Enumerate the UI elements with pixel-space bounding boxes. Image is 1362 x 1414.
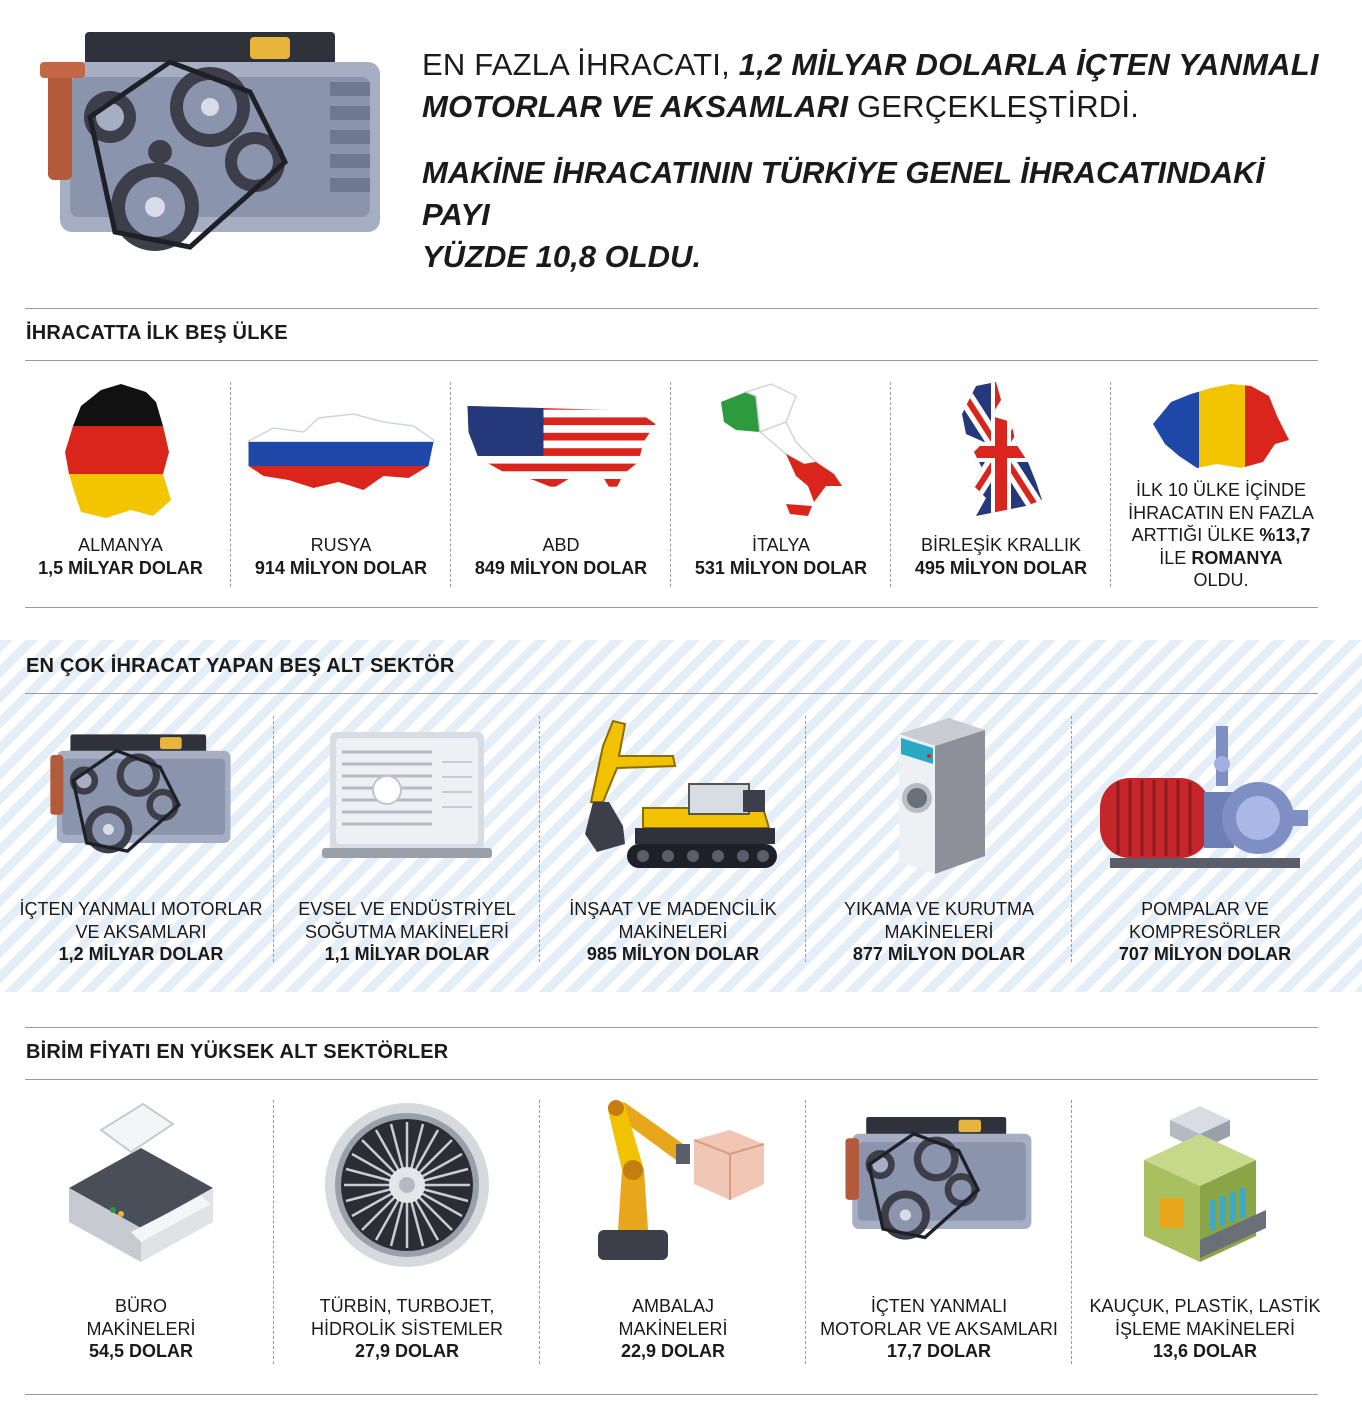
subsector-name-line2: VE AKSAMLARI	[75, 921, 207, 942]
excavator-icon	[563, 716, 783, 881]
subsector-card	[1072, 716, 1338, 962]
country-name: BİRLEŞİK KRALLIK	[920, 535, 1082, 555]
countries-row	[10, 382, 1331, 590]
subsector-name-line1: İÇTEN YANMALI MOTORLAR	[19, 899, 263, 919]
unitprice-card	[1072, 1100, 1338, 1364]
country-name: ALMANYA	[78, 535, 163, 555]
countries-section-title: İHRACATTA İLK BEŞ ÜLKE	[26, 322, 288, 344]
russia-map-icon	[244, 406, 439, 501]
romania-map-icon	[1151, 382, 1291, 477]
unitprice-name-line1: AMBALAJ	[631, 1296, 715, 1316]
germany-map-icon	[61, 382, 181, 527]
subsector-value: 985 MİLYON DOLAR	[586, 944, 760, 964]
uk-map-icon	[956, 382, 1046, 527]
subsector-card	[540, 716, 806, 962]
unitprice-name-line2: MAKİNELERİ	[618, 1318, 728, 1339]
subsector-card	[8, 716, 274, 962]
unitprice-value: 13,6 DOLAR	[1152, 1341, 1258, 1361]
subsector-name-line2: MAKİNELERİ	[884, 921, 994, 942]
unitprice-name-line1: BÜRO	[114, 1296, 167, 1316]
country-name: ABD	[542, 535, 580, 555]
country-name: RUSYA	[310, 535, 372, 555]
unitprice-name-line1: TÜRBİN, TURBOJET,	[319, 1296, 495, 1316]
subsector-name-line2: SOĞUTMA MAKİNELERİ	[304, 921, 510, 942]
ac-unit-icon	[322, 732, 492, 867]
romania-note-card	[1111, 382, 1331, 590]
unitprice-name-line2: İŞLEME MAKİNELERİ	[1114, 1318, 1296, 1339]
pump-icon	[1100, 726, 1310, 881]
unitprice-value: 54,5 DOLAR	[88, 1341, 194, 1361]
divider	[25, 607, 1318, 608]
subsector-name-line1: EVSEL VE ENDÜSTRİYEL	[298, 899, 516, 919]
subsector-value: 1,2 MİLYAR DOLAR	[58, 944, 224, 964]
divider	[25, 360, 1318, 361]
engine-hero-icon	[40, 22, 390, 267]
country-value: 531 MİLYON DOLAR	[694, 557, 868, 578]
country-card	[891, 382, 1111, 587]
unitprice-section-title: BİRİM FİYATI EN YÜKSEK ALT SEKTÖRLER	[26, 1041, 449, 1063]
subsector-value: 707 MİLYON DOLAR	[1118, 944, 1292, 964]
country-card	[10, 382, 231, 587]
divider	[25, 693, 1318, 694]
unitprice-name-line2: MOTORLAR VE AKSAMLARI	[820, 1318, 1058, 1339]
unitprice-card	[806, 1100, 1072, 1364]
robot-arm-icon	[578, 1100, 768, 1275]
hero-text	[422, 44, 1322, 278]
divider	[25, 1079, 1318, 1080]
subsector-name-line1: İNŞAAT VE MADENCİLİK	[569, 899, 777, 919]
country-card	[231, 382, 451, 587]
unitprice-name-line1: KAUÇUK, PLASTİK, LASTİK	[1089, 1296, 1321, 1316]
italy-map-icon	[716, 382, 846, 527]
usa-map-icon	[464, 402, 659, 507]
subsector-name-line2: MAKİNELERİ	[618, 921, 728, 942]
hero-headline: EN FAZLA İHRACATI, 1,2 MİLYAR DOLARLA İÇTEN YANMALI MOTORLAR VE AKSAMLARI GERÇEKLEŞTİRDİ.	[422, 47, 1319, 124]
turbine-icon	[322, 1100, 492, 1275]
unitprice-card	[540, 1100, 806, 1364]
unitprice-value: 27,9 DOLAR	[354, 1341, 460, 1361]
country-name: İTALYA	[751, 535, 811, 555]
romania-note: İLK 10 ÜLKE İÇİNDE İHRACATIN EN FAZLA ARTTIĞI ÜLKE %13,7 İLE ROMANYA OLDU.	[1128, 480, 1314, 590]
hero-statement: MAKİNE İHRACATININ TÜRKİYE GENEL İHRACATINDAKİ PAYI YÜZDE 10,8 OLDU.	[422, 155, 1265, 274]
country-value: 849 MİLYON DOLAR	[474, 557, 648, 578]
engine-icon	[46, 728, 236, 868]
subsector-card	[806, 716, 1072, 962]
subsectors-row	[8, 716, 1338, 962]
country-card	[671, 382, 891, 587]
subsector-card	[274, 716, 540, 962]
country-card	[451, 382, 671, 587]
divider	[25, 308, 1318, 309]
processing-machine-icon	[1140, 1100, 1270, 1275]
washing-machine-icon	[889, 716, 989, 881]
engine-icon	[841, 1110, 1037, 1255]
divider	[25, 1027, 1318, 1028]
country-value: 495 MİLYON DOLAR	[914, 557, 1088, 578]
subsector-name-line2: KOMPRESÖRLER	[1128, 921, 1282, 942]
unitprice-name-line2: MAKİNELERİ	[86, 1318, 196, 1339]
country-value: 914 MİLYON DOLAR	[254, 557, 428, 578]
subsector-value: 877 MİLYON DOLAR	[852, 944, 1026, 964]
unitprice-name-line1: İÇTEN YANMALI	[870, 1296, 1008, 1316]
subsector-value: 1,1 MİLYAR DOLAR	[324, 944, 490, 964]
subsector-name-line1: YIKAMA VE KURUTMA	[843, 899, 1035, 919]
header	[0, 0, 1362, 300]
unitprice-value: 22,9 DOLAR	[620, 1341, 726, 1361]
unitprice-row	[8, 1100, 1338, 1364]
unitprice-card	[274, 1100, 540, 1364]
printer-icon	[61, 1100, 221, 1275]
unitprice-card	[8, 1100, 274, 1364]
unitprice-value: 17,7 DOLAR	[886, 1341, 992, 1361]
subsector-name-line1: POMPALAR VE	[1141, 899, 1269, 919]
country-value: 1,5 MİLYAR DOLAR	[38, 557, 203, 578]
unitprice-name-line2: HİDROLİK SİSTEMLER	[310, 1318, 504, 1339]
divider	[25, 1394, 1318, 1395]
subsectors-section-title: EN ÇOK İHRACAT YAPAN BEŞ ALT SEKTÖR	[26, 655, 455, 677]
